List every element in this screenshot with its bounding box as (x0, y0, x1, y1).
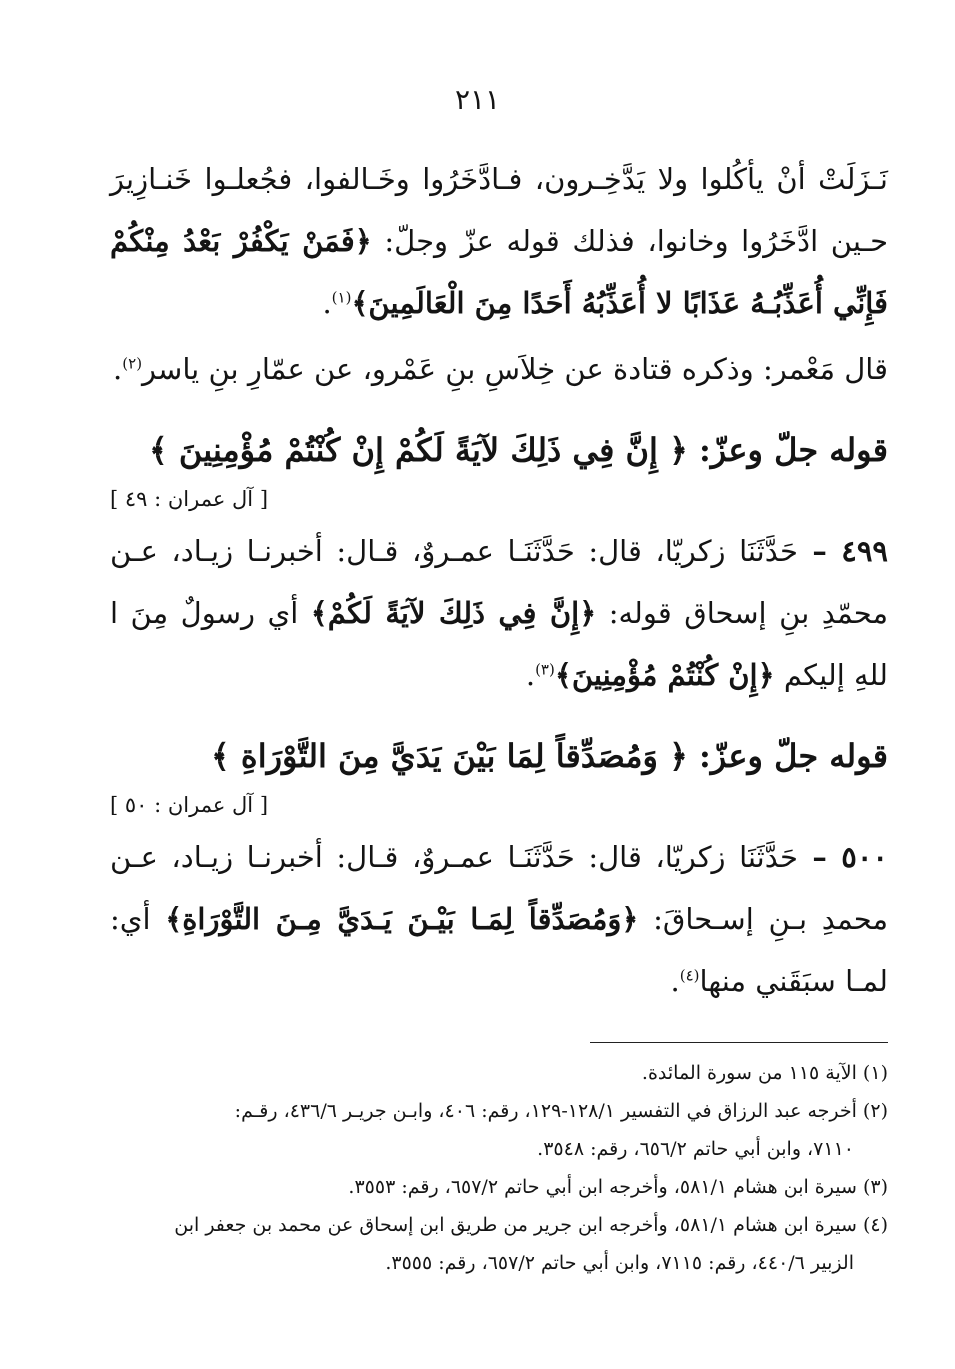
hadith-499 (110, 520, 888, 706)
footnote-3: (٣) سيرة ابن هشام ٥٨١/١، وأخرجه ابن أبي حاتم ٦٥٧/٢، رقم: ٣٥٥٣. (348, 1176, 888, 1198)
footnote-divider (590, 1042, 888, 1043)
paragraph-1 (110, 148, 888, 334)
section-heading-2: قوله جلّ وعزّ: ﴿ وَمُصَدِّقاً لِمَا بَيْنَ يَدَيَّ مِنَ التَّوْرَاةِ ﴾ (211, 737, 888, 775)
paragraph-2-text: قال مَعْمر: وذكره قتادة عن خِلاَسِ بنِ عَمْرو، عن عمّارِ بنِ ياسر (142, 352, 888, 386)
footnote-4-continued: الزبير ٤٤٠/٦، رقم: ٧١١٥، وابن أبي حاتم ٦٥٧/٢، رقم: ٣٥٥٥. (385, 1252, 854, 1274)
quran-quote: ﴿إِنْ كُنْتُمْ مُؤْمِنِينَ﴾ (554, 658, 775, 692)
footnote-ref-3: (٣) (535, 660, 555, 679)
hadith-number: ٥٠٠ (841, 840, 888, 874)
quran-quote: ﴿إِنَّ فِي ذَلِكَ لآيَةً لَكُمْ﴾ (310, 596, 597, 630)
section-heading-1: قوله جلّ وعزّ: ﴿ إِنَّ فِي ذَلِكَ لآيَةً لَكُمْ إِنْ كُنْتُمْ مُؤْمِنِينَ ﴾ (148, 431, 888, 469)
paragraph-1-line-1: نَـزَلَتْ أنْ يأكُلوا ولا يَدَّخِـرون، فـادَّخَرُوا وخَـالفوا، فجُعلـوا خَنـازِيرَ حـين (110, 162, 888, 258)
hadith-text: حَدَّثَنَا زكريّا، قال: حَدَّثَنَـا عمـروٌ، قـال: أخبرنـا زيـاد، عـن محمّدِ بنِ إسحاق قوله: (110, 534, 889, 630)
period: . (322, 286, 332, 320)
footnote-ref-1: (١) (331, 288, 352, 307)
main-text (110, 148, 888, 1012)
hadith-text: أي: لمـا سبَقَني منها (110, 902, 888, 998)
hadith-dash: – (797, 840, 842, 874)
hadith-text: حَدَّثَنَا زكريّا، قال: حَدَّثَنَـا عمـروٌ، قـال: أخبرنـا زيـاد، عـن محمدِ بـنِ إسـحاقَ: (110, 840, 889, 936)
page-number: ٢١١ (454, 83, 501, 116)
footnote-ref-4: (٤) (679, 966, 700, 985)
surah-reference-2: [ آل عمران : ٥٠ ] (110, 793, 269, 817)
footnote-1: (١) الآية ١١٥ من سورة المائدة. (641, 1062, 888, 1084)
period: . (670, 964, 680, 998)
footnotes (110, 1054, 888, 1282)
quran-quote: ﴿فَمَنْ يَكْفُرْ بَعْدُ مِنْكُمْ فَإِنِّي أُعَذِّبُـهُ عَذَابًا لا أُعَذِّبُهُ أَحَدًا مِنَ الْعَالَمِينَ﴾ (110, 224, 888, 320)
period: . (525, 658, 536, 692)
hadith-dash: – (797, 534, 842, 568)
hadith-500 (110, 826, 888, 1012)
hadith-text: أي رسولٌ مِنَ ا للهِ إليكم (110, 596, 888, 692)
footnote-4: (٤) سيرة ابن هشام ٥٨١/١، وأخرجه ابن جرير من طريق ابن إسحاق عن محمد بن جعفر ابن (174, 1214, 888, 1236)
quran-quote: ﴿وَمُصَدِّقاً لِمَـا بَيْـنَ يَـدَيَّ مِـنَ التَّوْرَاةِ﴾ (165, 902, 639, 936)
paragraph-1-line-2: ادَّخَرُوا وخانوا، فذلك قوله عزّ وجلّ: (371, 224, 819, 258)
footnote-2-continued: ٧١١٠، وابن أبي حاتم ٦٥٦/٢، رقم: ٣٥٤٨. (537, 1138, 854, 1160)
hadith-number: ٤٩٩ (841, 534, 888, 568)
footnote-2: (٢) أخرجه عبد الرزاق في التفسير ١٢٨/١-١٢٩، رقم: ٤٠٦، وابـن جريـر ٤٣٦/٦، رقـم: (234, 1100, 888, 1122)
footnote-ref-2: (٢) (122, 354, 143, 373)
paragraph-2 (110, 338, 888, 400)
surah-reference-1: [ آل عمران : ٤٩ ] (110, 487, 269, 511)
period: . (113, 352, 123, 386)
